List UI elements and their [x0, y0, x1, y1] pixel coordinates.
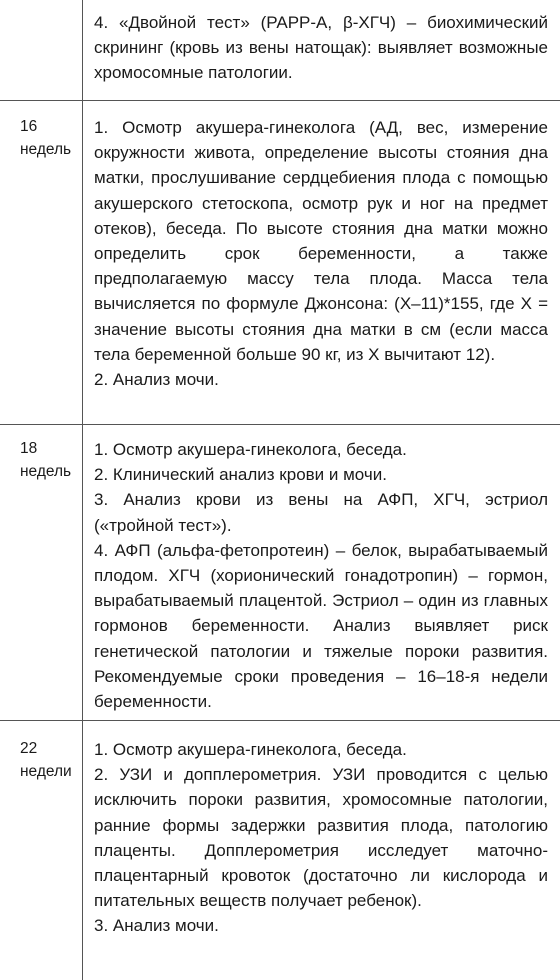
list-item: 4. АФП (альфа-фетопротеин) – белок, вырабатываемый плодом. ХГЧ (хорионический гонадотропин) – гормон, вырабатываемый плацентой. Эстриол – один из главных гормонов беременности. Анализ выявляет риск генетической патологии и тяжелые пороки развития. Рекомендуемые сроки проведения – 16–18-я недели беременности. — [94, 540, 548, 712]
weeks-cell: 22 недели — [20, 740, 72, 780]
list-item: 1. Осмотр акушера-гинеколога (АД, вес, измерение окружности живота, определение высоты стояния дна матки, прослушивание сердцебиения плода с помощью акушерского стетоскопа, осмотр рук и ног на предмет отеков), беседа. По высоте стояния дна матки можно определить срок беременности, а также предполагаемую массу тела плода. Масса тела вычисляется по формуле Джонсона: (Х–11)*155, где Х = значение высоты стояния дна матки в см (если масса тела беременной больше 90 кг, из Х вычитают 12). — [94, 118, 548, 364]
list-item: 2. УЗИ и допплерометрия. УЗИ проводится с целью исключить пороки развития, хромосомные патологии, ранние формы задержки развития плода, патологию плаценты. Допплерометрия исследует маточно-плацентарный кровоток (достаточно ли кислорода и питательных веществ получает ребенок). — [94, 765, 548, 911]
table-row — [0, 721, 560, 980]
weeks-cell: 18 недель — [20, 440, 72, 480]
list-item: 1. Осмотр акушера-гинеколога, беседа. — [94, 440, 407, 459]
table-row — [0, 101, 560, 425]
table-row — [0, 425, 560, 721]
description-cell — [94, 10, 548, 86]
list-item: 4. «Двойной тест» (PAPP-A, β-ХГЧ) – биохимический скрининг (кровь из вены натощак): выявляет возможные хромосомные патологии. — [94, 13, 548, 83]
list-item: 2. Клинический анализ крови и мочи. — [94, 465, 387, 485]
list-item: 1. Осмотр акушера-гинеколога, беседа. — [94, 740, 407, 759]
list-item: 3. Анализ мочи. — [94, 916, 219, 936]
weeks-cell: 16 недель — [20, 118, 72, 158]
list-item: 2. Анализ мочи. — [94, 370, 219, 390]
description-cell — [94, 737, 548, 939]
description-cell — [94, 437, 548, 714]
table-row — [0, 0, 560, 101]
description-cell — [94, 115, 548, 392]
list-item: 3. Анализ крови из вены на АФП, ХГЧ, эстриол («тройной тест»). — [94, 490, 548, 535]
